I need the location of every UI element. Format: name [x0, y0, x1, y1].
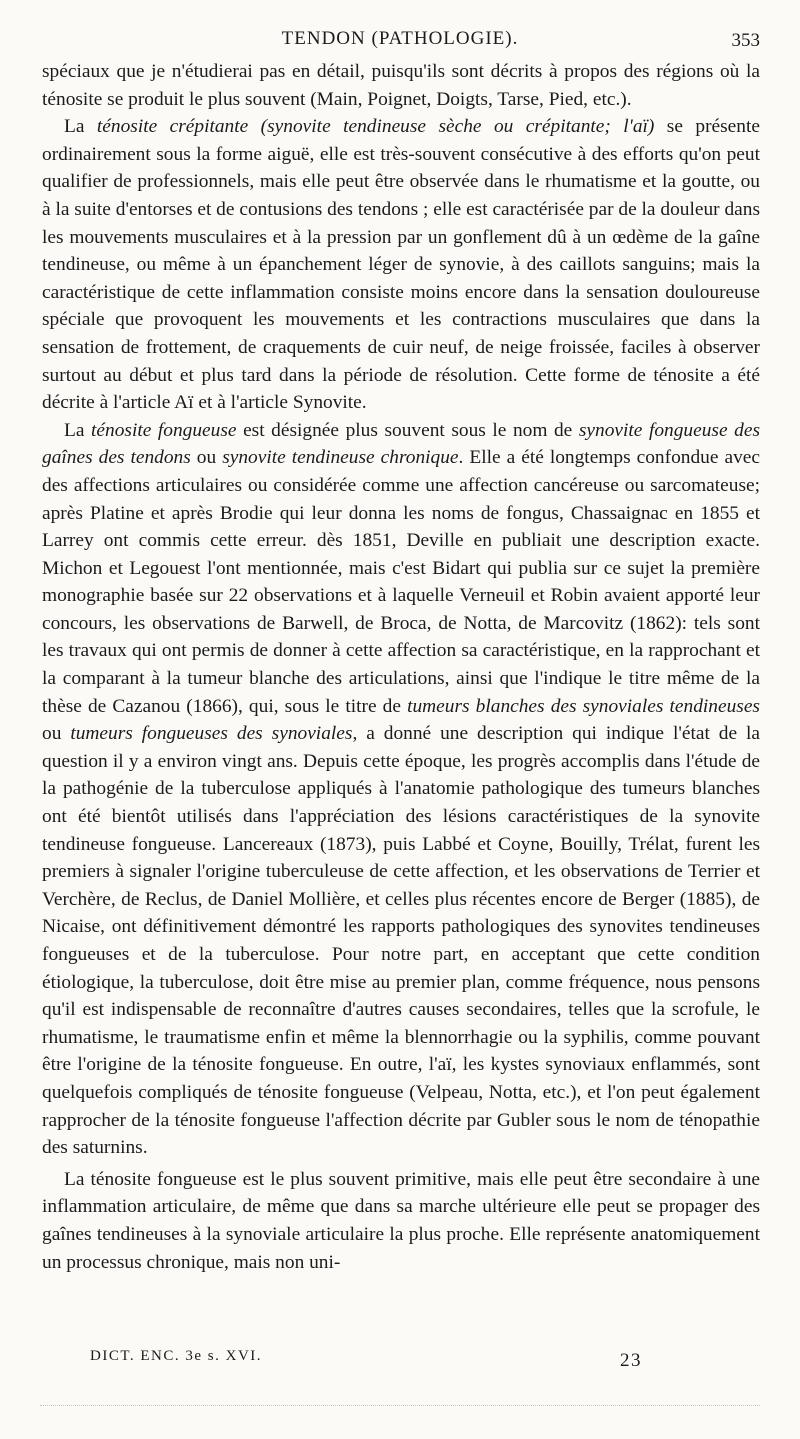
sheet-number: 23: [620, 1350, 642, 1371]
paragraph-text: ou: [190, 447, 223, 469]
term-tumeurs-fongueuses: tumeurs fongueuses des synoviales: [70, 723, 353, 745]
paragraph-lead: La: [64, 116, 97, 138]
paragraph-text: . Elle a été longtemps confondue avec des affections articulaires ou considérée comme une affection cancéreuse ou sarcomateuse; après Platine et après Brodie qui leur donna les noms de fongus, Chassaignac en 1855 et Larrey ont commis cette erreur. dès 1851, Deville en publiait une description exacte. Michon et Legouest l'ont mentionnée, mais c'est Bidart qui publia sur ce sujet la première monographie basée sur 22 observations et à laquelle Verneuil et Robin avaient apporté leur concours, les observations de Barwell, de Broca, de Notta, de Marcovitz (1862): tels sont les travaux qui ont permis de donner à cette affection sa caractéristique, en la rapprochant et la comparant à la tumeur blanche des articulations, ainsi que l'indique le titre même de la thèse de Cazanou (1866), qui, sous le titre de: [42, 447, 760, 717]
term-synovite-chronique: synovite tendineuse chronique: [222, 447, 459, 469]
paragraph-primitive: La ténosite fongueuse est le plus souvent primitive, mais elle peut être secondaire à une inflammation articulaire, de même que dans sa marche ultérieure elle peut se propager des gaînes tendineuses à la synoviale articulaire la plus proche. Elle représente anatomiquement un processus chronique, mais non uni-: [42, 1168, 760, 1273]
page-bottom-edge: [40, 1405, 760, 1406]
term-synovite-fongueuse: synovite fongueuse des gaînes des tendons: [42, 419, 760, 469]
paragraph-text: ou: [42, 723, 71, 745]
running-title: TENDON (PATHOLOGIE).: [281, 28, 519, 49]
term-tumeurs-blanches: tumeurs blanches des synoviales tendineuses: [407, 695, 760, 717]
paragraph-tenosite-crepitante: [42, 113, 760, 417]
paragraph-tenosite-fongueuse: [42, 417, 760, 1162]
term-tenosite-fongueuse: ténosite fongueuse: [91, 419, 237, 441]
paragraph-lead: La: [64, 419, 92, 441]
term-synonyms: (synovite tendineuse sèche ou crépitante; l'aï): [248, 116, 655, 138]
page-header: [40, 28, 760, 58]
term-tenosite-crepitante: ténosite crépitante: [96, 116, 249, 138]
body-text: [42, 58, 760, 1276]
paragraph-continuation: spéciaux que je n'étudierai pas en détail, puisqu'ils sont décrits à propos des régions où la ténosite se produit le plus souvent (Main, Poignet, Doigts, Tarse, Pied, etc.).: [42, 61, 760, 110]
paragraph-text: se présente ordinairement sous la forme aiguë, elle est très-souvent consécutive à des efforts qu'on peut qualifier de professionnels, mais elle peut être observée dans le rhumatisme et la goutte, ou à la suite d'entorses et de contusions des tendons ; elle est caractérisée par de la douleur dans les mouvements musculaires et à la pression par un gonflement dû à un œdème de la gaîne tendineuse, ou même à un épanchement léger de synovie, à des caillots sanguins; mais la caractéristique de cette inflammation consiste moins encore dans la sensation douloureuse spéciale que provoquent les mouvements et les contractions musculaires que dans la sensation de frottement, de craquements de cuir neuf, de neige froissée, faciles à observer surtout au début et plus tard dans la période de résolution. Cette forme de ténosite a été décrite à l'article Aï et à l'article Synovite.: [42, 116, 761, 414]
paragraph-text: est désignée plus souvent sous le nom de: [236, 419, 579, 441]
page-footer: [90, 1348, 710, 1378]
printer-signature: DICT. ENC. 3e s. XVI.: [90, 1348, 263, 1364]
paragraph-text: , a donné une description qui indique l'état de la question il y a environ vingt ans. Depuis cette époque, les progrès accomplis dans l'étude de la pathogénie de la tuberculose appliqués à l'anatomie pathologique des tumeurs blanches ont été bientôt utilisés dans l'appréciation des lésions caractéristiques de la synovite tendineuse fongueuse. Lancereaux (1873), puis Labbé et Coyne, Bouilly, Trélat, furent les premiers à signaler l'origine tuberculeuse de cette affection, et les observations de Terrier et Verchère, de Reclus, de Daniel Mollière, et celles plus récentes encore de Berger (1885), de Nicaise, ont définitivement démontré les rapports pathologiques des synovites tendineuses fongueuses et de la tuberculose. Pour notre part, en acceptant que cette condition étiologique, la tuberculose, doit être mise au premier plan, comme fréquence, nous pensons qu'il est indispensable de reconnaître d'autres causes secondaires, telles que la scrofule, le rhumatisme, le traumatisme enfin et même la blennorrhagie ou la syphilis, comme pouvant être l'origine de la ténosite fongueuse. En outre, l'aï, les kystes synoviaux enflammés, sont quelquefois compliqués de ténosite fongueuse (Velpeau, Notta, etc.), et l'on peut également rapprocher de la ténosite fongueuse l'affection décrite par Gubler sous le nom de ténopathie des saturnins.: [42, 723, 761, 1159]
page-number: 353: [731, 30, 760, 51]
